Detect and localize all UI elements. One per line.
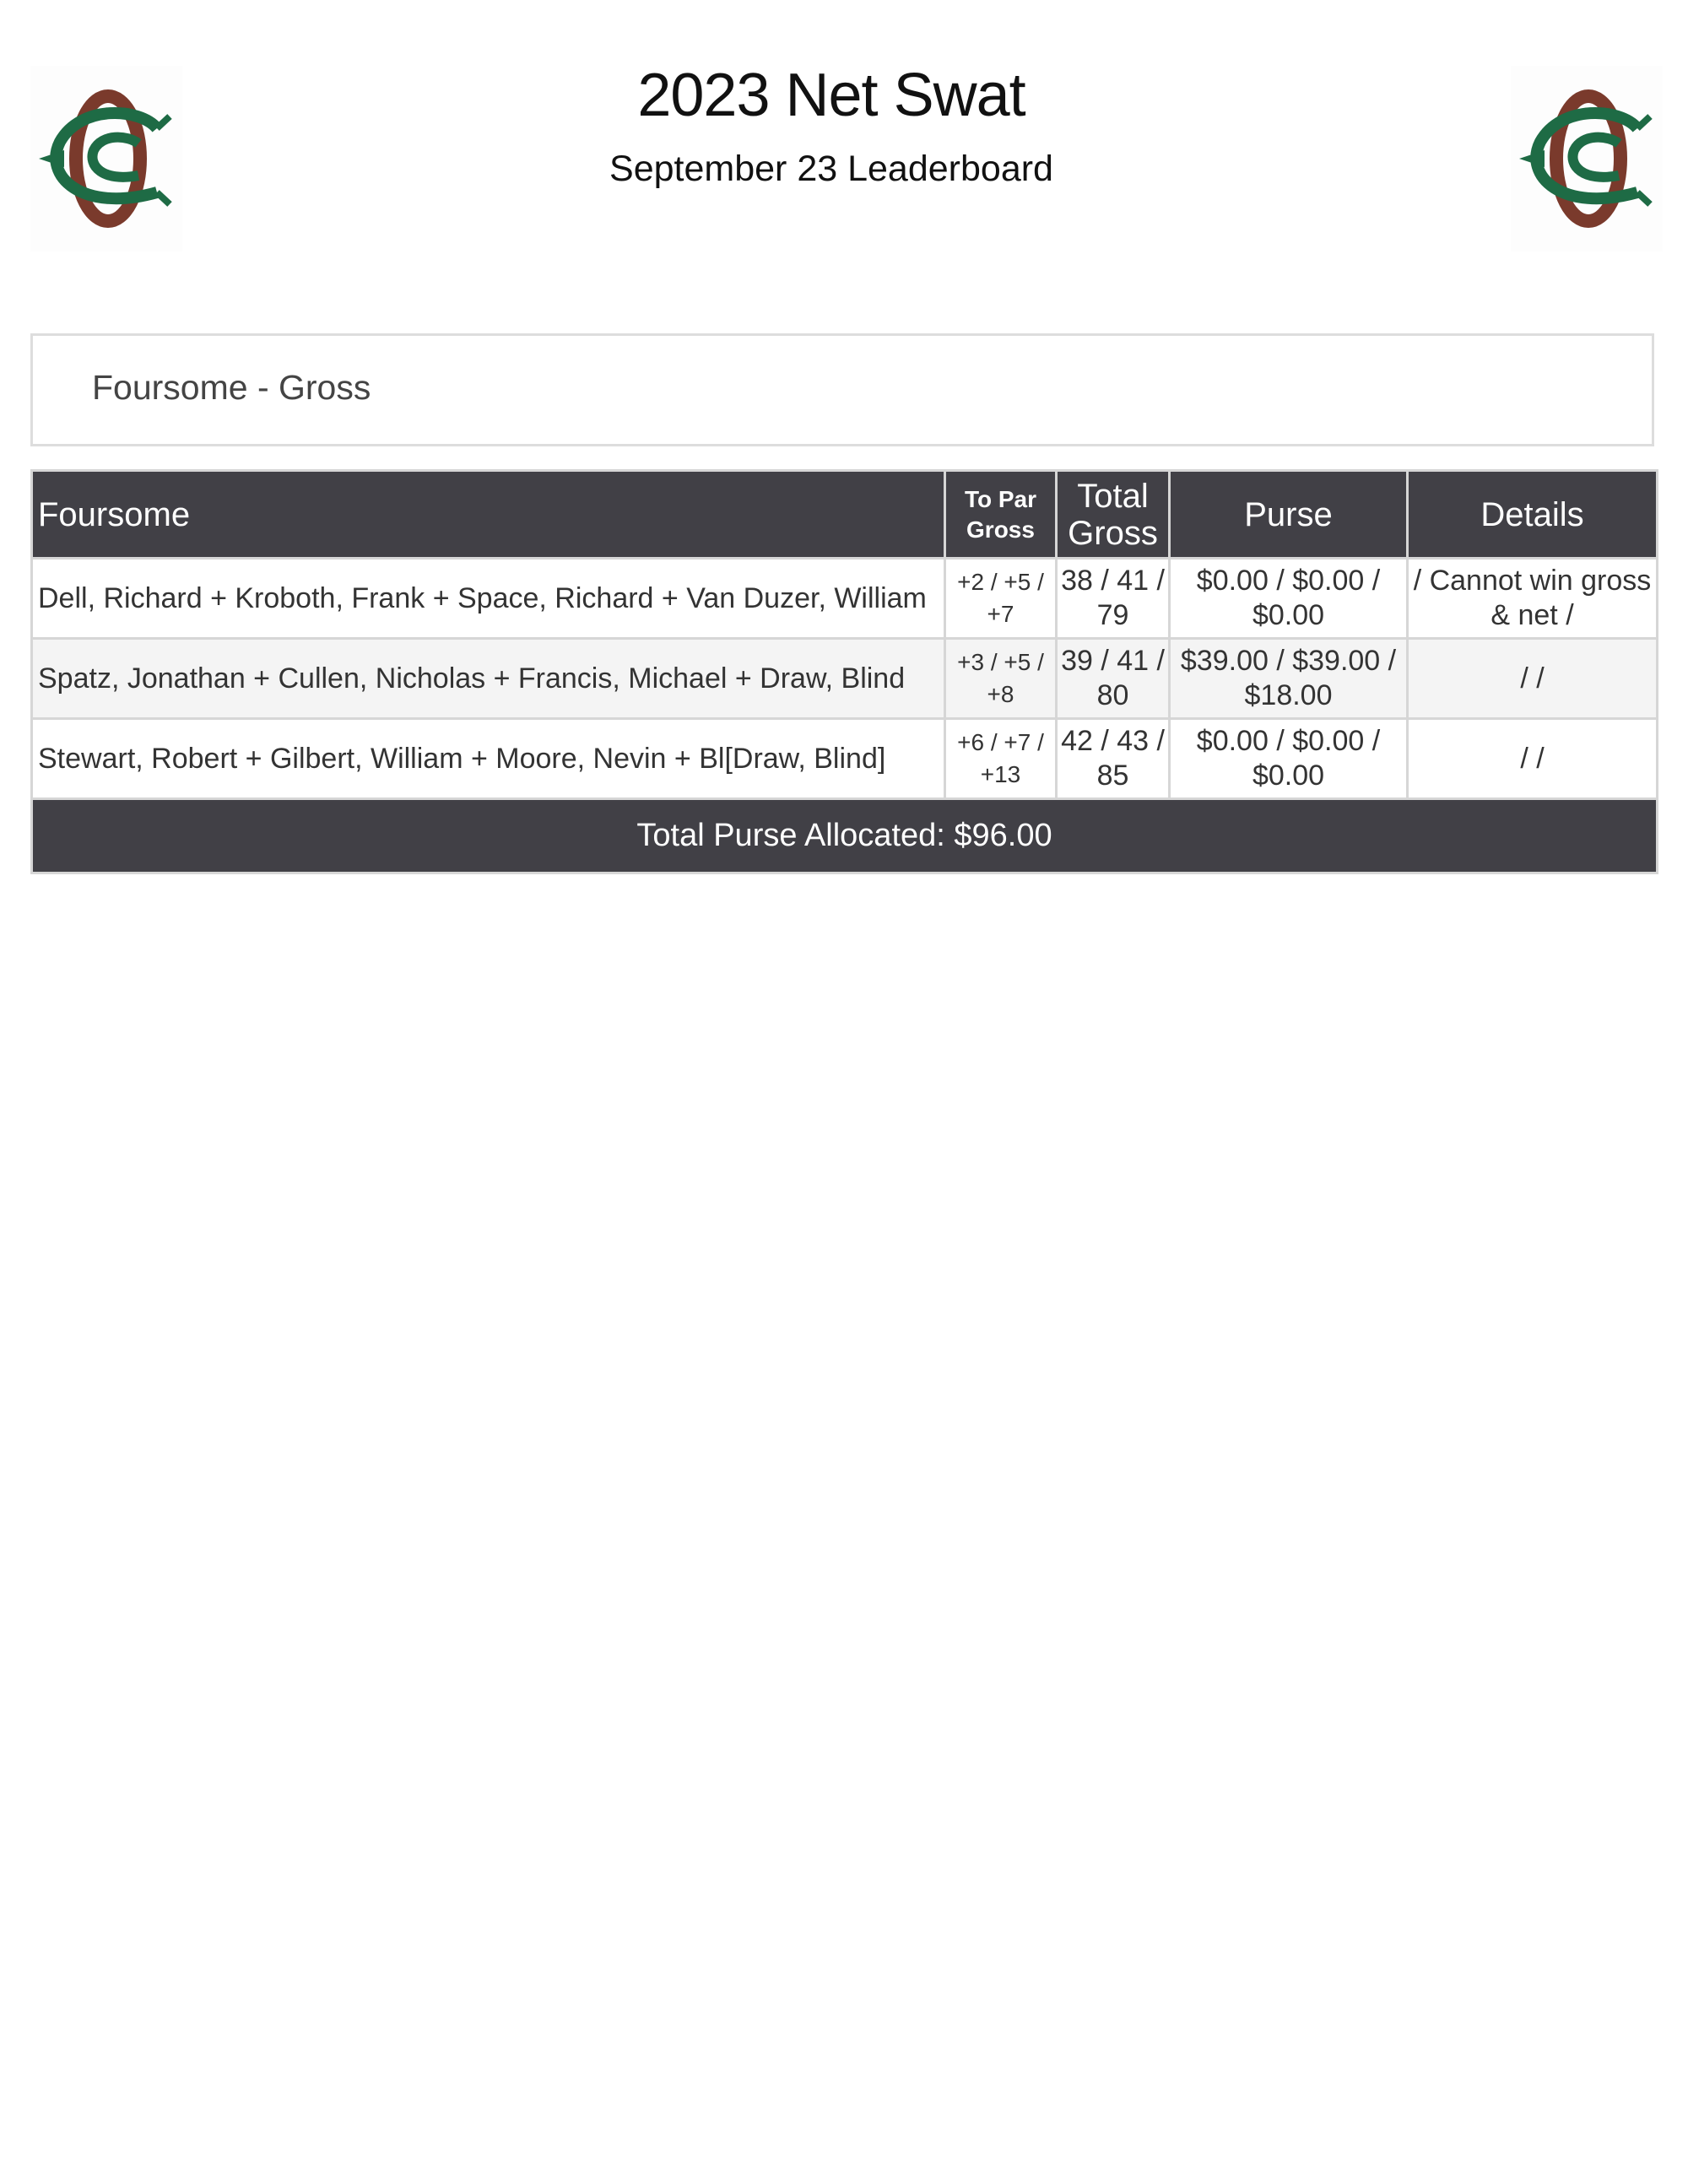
total-gross-cell: 39 / 41 / 80 — [1057, 639, 1170, 719]
total-purse-allocated: Total Purse Allocated: $96.00 — [32, 799, 1658, 873]
page-title: 2023 Net Swat — [637, 62, 1025, 129]
page-subtitle: September 23 Leaderboard — [609, 149, 1053, 189]
total-gross-cell: 38 / 41 / 79 — [1057, 559, 1170, 639]
table-row — [32, 639, 1658, 719]
to-par-gross-cell: +2 / +5 / +7 — [945, 559, 1057, 639]
foursome-cell: Spatz, Jonathan + Cullen, Nicholas + Francis, Michael + Draw, Blind — [32, 639, 945, 719]
table-row — [32, 719, 1658, 799]
table-header-row — [32, 471, 1658, 559]
purse-cell: $0.00 / $0.00 / $0.00 — [1170, 559, 1408, 639]
column-header-foursome: Foursome — [32, 471, 945, 559]
foursome-cell: Stewart, Robert + Gilbert, William + Moore, Nevin + Bl[Draw, Blind] — [32, 719, 945, 799]
purse-cell: $39.00 / $39.00 / $18.00 — [1170, 639, 1408, 719]
to-par-gross-cell: +3 / +5 / +8 — [945, 639, 1057, 719]
column-header-purse: Purse — [1170, 471, 1408, 559]
section-title: Foursome - Gross — [92, 368, 371, 407]
purse-cell: $0.00 / $0.00 / $0.00 — [1170, 719, 1408, 799]
section-header-box — [30, 333, 1654, 446]
table-row — [32, 559, 1658, 639]
table-footer-row — [32, 799, 1658, 873]
details-cell: / Cannot win gross & net / — [1408, 559, 1658, 639]
leaderboard-table — [30, 469, 1658, 874]
details-cell: / / — [1408, 719, 1658, 799]
foursome-cell: Dell, Richard + Kroboth, Frank + Space, Richard + Van Duzer, William — [32, 559, 945, 639]
column-header-details: Details — [1408, 471, 1658, 559]
total-gross-cell: 42 / 43 / 85 — [1057, 719, 1170, 799]
column-header-total-gross: Total Gross — [1057, 471, 1170, 559]
details-cell: / / — [1408, 639, 1658, 719]
column-header-to-par-gross: To Par Gross — [945, 471, 1057, 559]
to-par-gross-cell: +6 / +7 / +13 — [945, 719, 1057, 799]
